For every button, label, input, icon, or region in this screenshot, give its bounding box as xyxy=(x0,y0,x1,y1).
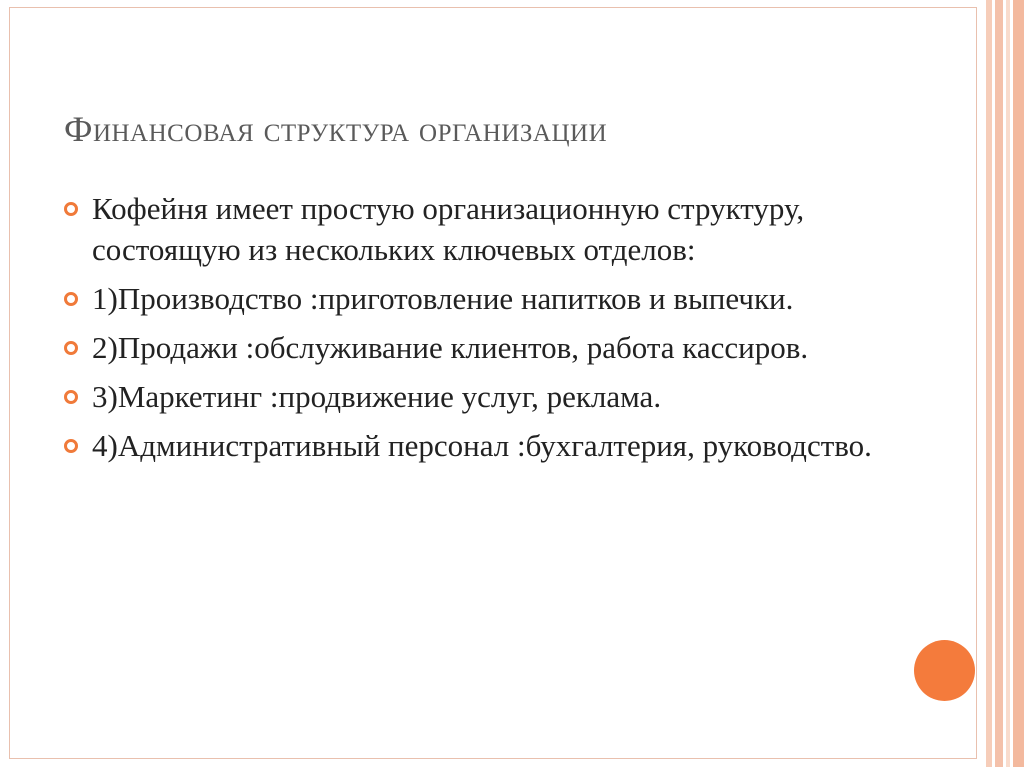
list-item xyxy=(60,327,920,368)
list-item xyxy=(60,425,920,466)
bullet-list xyxy=(60,188,920,474)
list-item xyxy=(60,188,920,270)
hollow-circle-bullet-icon xyxy=(64,341,78,355)
list-item-text: 1)Производство :приготовление напитков и выпечки. xyxy=(92,281,794,316)
list-item-text: 3)Маркетинг :продвижение услуг, реклама. xyxy=(92,379,662,414)
list-item-text: 2)Продажи :обслуживание клиентов, работа кассиров. xyxy=(92,330,809,365)
list-item xyxy=(60,278,920,319)
decorative-stripe xyxy=(1013,0,1024,767)
list-item xyxy=(60,376,920,417)
slide-title: Финансовая структура организации xyxy=(64,109,608,149)
list-item-text: Кофейня имеет простую организационную структуру, состоящую из нескольких ключевых отделов: xyxy=(92,191,805,267)
list-item-text: 4)Административный персонал :бухгалтерия, руководство. xyxy=(92,428,872,463)
decorative-stripe xyxy=(995,0,1003,767)
hollow-circle-bullet-icon xyxy=(64,202,78,216)
decorative-stripe xyxy=(986,0,992,767)
orange-circle-icon xyxy=(914,640,975,701)
decorative-stripe xyxy=(1006,0,1010,767)
hollow-circle-bullet-icon xyxy=(64,390,78,404)
hollow-circle-bullet-icon xyxy=(64,292,78,306)
hollow-circle-bullet-icon xyxy=(64,439,78,453)
